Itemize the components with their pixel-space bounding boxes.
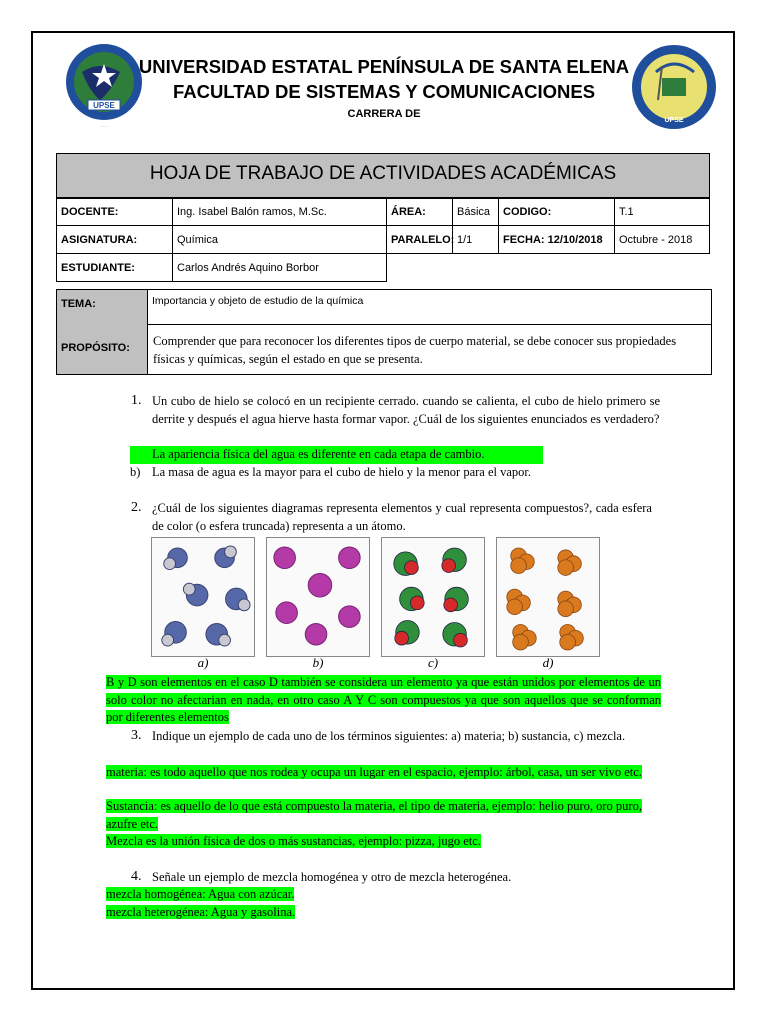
asignatura-label: ASIGNATURA: — [56, 225, 173, 254]
codigo-label: CODIGO: — [498, 198, 615, 226]
area-label: ÁREA: — [386, 198, 453, 226]
worksheet-title-banner: HOJA DE TRABAJO DE ACTIVIDADES ACADÉMICAS — [56, 153, 710, 198]
university-title: UNIVERSIDAD ESTATAL PENÍNSULA DE SANTA ELENA — [138, 56, 630, 77]
career-label: CARRERA DE — [347, 108, 421, 120]
diagram-d-molecules — [496, 537, 600, 657]
question-3-answer-sustancia: Sustancia: es aquello de lo que está compuesto la materia, el tipo de materia, ejemplo: helio puro, oro puro, azufre etc. — [106, 799, 642, 831]
paralelo-value: 1/1 — [452, 225, 499, 254]
question-2-text: ¿Cuál de los siguientes diagramas representa elementos y cual representa compuestos?, cada esfera de color (o esfera truncada) representa a un átomo. — [152, 501, 652, 533]
diagram-b-label: b) — [312, 655, 324, 670]
q1-option-b-label: b) — [130, 465, 141, 479]
codigo-value: T.1 — [614, 198, 710, 226]
proposito-label: PROPÓSITO: — [61, 342, 130, 354]
question-4-answer-heterogenea: mezcla heterogénea: Agua y gasolina. — [106, 905, 296, 919]
q1-option-a: La apariencia física del agua es diferente en cada etapa de cambio. — [130, 446, 543, 464]
question-1-text: Un cubo de hielo se colocó en un recipiente cerrado. cuando se calienta, el cubo de hielo primero se derrite y después el agua hierve hasta formar vapor. ¿Cuál de los siguientes enunciados es verdadero? — [152, 394, 660, 426]
q1-option-b: La masa de agua es la mayor para el cubo de hielo y la menor para el vapor. — [152, 465, 532, 479]
question-1-number: 1. — [131, 393, 142, 408]
question-4-number: 4. — [131, 869, 142, 884]
atoms-diagrams — [151, 537, 601, 673]
question-3-number: 3. — [131, 728, 142, 743]
diagram-a-molecules — [151, 537, 255, 657]
tema-label: TEMA: — [61, 298, 96, 310]
right-logo-text: UPSE — [664, 117, 684, 124]
question-3-text: Indique un ejemplo de cada uno de los términos siguientes: a) materia; b) sustancia, c) mezcla. — [152, 729, 626, 743]
question-4-answer-homogenea: mezcla homogénea: Agua con azúcar. — [106, 887, 295, 901]
question-4-text: Señale un ejemplo de mezcla homogénea y otro de mezcla heterogénea. — [152, 870, 512, 884]
asignatura-value: Química — [172, 225, 387, 254]
periodo-value: Octubre - 2018 — [614, 225, 710, 254]
estudiante-value: Carlos Andrés Aquino Borbor — [172, 253, 387, 282]
diagram-a-label: a) — [197, 655, 209, 670]
diagram-b-atoms — [266, 537, 370, 657]
area-value: Básica — [452, 198, 499, 226]
electronics-telecom-school-logo — [628, 42, 720, 132]
svg-text:· · ·: · · · — [100, 125, 108, 130]
diagram-c-label: c) — [427, 655, 439, 670]
question-3-answer-materia: materia: es todo aquello que nos rodea y ocupa un lugar en el espacio, ejemplo: árbol, casa, un ser vivo etc. — [106, 765, 642, 779]
question-2-answer: B y D son elementos en el caso D también se considera un elemento ya que están unidos por elementos de un solo color no afectarian en nada, en otro caso A Y C son compuestos ya que son aquellos que se conforman por diferentes elementos — [106, 675, 661, 724]
question-3-answer-mezcla: Mezcla es la unión física de dos o más sustancias, ejemplo: pizza, jugo etc. — [106, 834, 481, 848]
estudiante-label: ESTUDIANTE: — [56, 253, 173, 282]
docente-value: Ing. Isabel Balón ramos, M.Sc. — [172, 198, 387, 226]
paralelo-label: PARALELO: — [386, 225, 453, 254]
diagram-d-label: d) — [542, 655, 554, 670]
proposito-value: Comprender que para reconocer los diferentes tipos de cuerpo material, se debe conocer sus propiedades físicas y químicas, según el estado en que se presenta. — [147, 324, 712, 375]
tema-proposito-label-column — [56, 289, 148, 375]
left-logo-text: UPSE — [93, 101, 115, 110]
docente-label: DOCENTE: — [56, 198, 173, 226]
diagram-c-molecules — [381, 537, 485, 657]
question-2-number: 2. — [131, 500, 142, 515]
tema-value: Importancia y objeto de estudio de la química — [147, 289, 712, 325]
faculty-title: FACULTAD DE SISTEMAS Y COMUNICACIONES — [172, 81, 596, 102]
fecha-value: FECHA: 12/10/2018 — [498, 225, 615, 254]
